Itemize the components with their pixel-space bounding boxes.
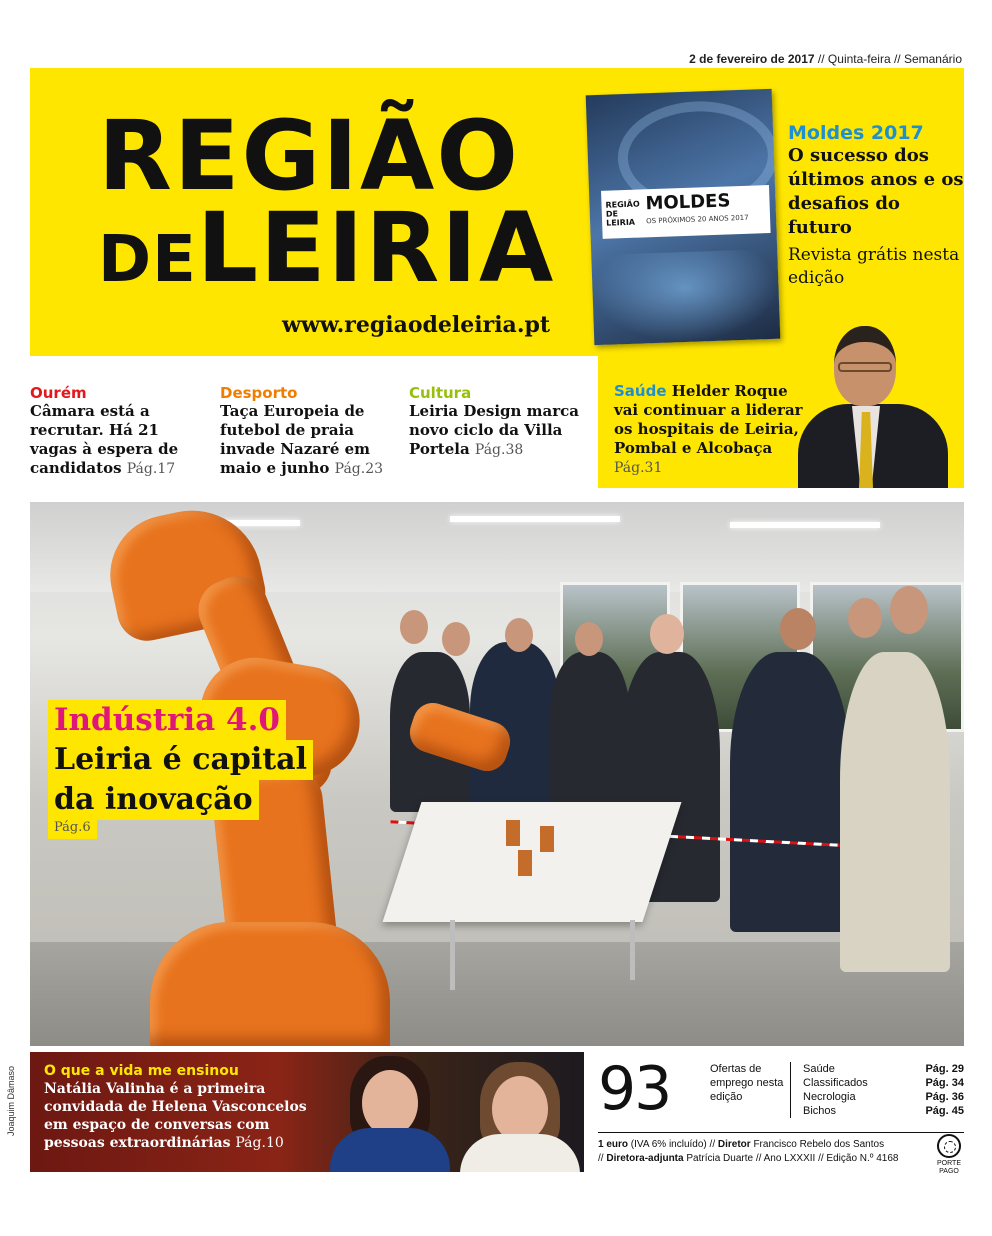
section-name: Saúde [803, 1063, 835, 1075]
portrait-face [492, 1076, 548, 1142]
news-body [220, 402, 396, 479]
portrait-clothes [460, 1134, 580, 1172]
photo-part [540, 826, 554, 852]
section-name: Bichos [803, 1105, 837, 1117]
natalia-valinha-portrait [330, 1056, 450, 1166]
vida-body-wrap [44, 1080, 334, 1152]
price-note: (IVA 6% incluído) // [628, 1139, 718, 1150]
section-page: Pág. 45 [925, 1105, 964, 1117]
news-teaser-cultura[interactable] [409, 384, 579, 460]
saude-teaser[interactable] [598, 356, 964, 488]
photo-credit-text: Joaquim Dâmaso [6, 1065, 16, 1136]
section-page: Pág. 29 [925, 1063, 964, 1075]
section-name: Classificados [803, 1077, 868, 1089]
section-index-row[interactable] [803, 1076, 964, 1090]
dateline [689, 52, 962, 66]
lead-title-line-2: da inovação [48, 780, 259, 820]
news-body [30, 402, 206, 479]
helder-roque-portrait [798, 326, 948, 488]
photo-lamp [450, 516, 620, 522]
page-ref: Pág.23 [334, 461, 384, 477]
section-page: Pág. 36 [925, 1091, 964, 1103]
section-index-row[interactable] [803, 1062, 964, 1076]
logo-word-de: DE [98, 223, 197, 297]
photo-face [505, 618, 533, 652]
magazine-kicker: Moldes 2017 [788, 122, 924, 144]
section-index-row[interactable] [803, 1104, 964, 1118]
photo-face [780, 608, 816, 650]
photo-person [730, 652, 850, 932]
vida-kicker: O que a vida me ensinou [44, 1063, 239, 1079]
cover-logo: REGIÃO DE LEIRIA [605, 199, 640, 228]
cover-glow [591, 249, 780, 345]
vida-teaser[interactable] [30, 1052, 584, 1172]
magazine-subline: Revista grátis nesta edição [788, 245, 960, 288]
news-kicker: Ourém [30, 384, 87, 402]
issue-weekday: // Quinta-feira // Semanário [814, 52, 962, 66]
helena-vasconcelos-portrait [460, 1062, 580, 1172]
photo-face [848, 598, 882, 638]
page-ref: Pág.10 [235, 1135, 284, 1151]
photo-part [506, 820, 520, 846]
page-ref: Pág.17 [126, 461, 176, 477]
imprint [598, 1138, 928, 1166]
job-offers-box[interactable] [598, 1054, 964, 1132]
director-label: Diretor [717, 1139, 751, 1150]
cover-subtitle: OS PRÓXIMOS 20 ANOS 2017 [645, 213, 749, 226]
deputy-label: Diretora-adjunta [606, 1153, 684, 1164]
photo-credit [6, 1046, 20, 1136]
portrait-face [362, 1070, 418, 1136]
director-name: Francisco Rebelo dos Santos [750, 1139, 885, 1150]
photo-face [400, 610, 428, 644]
porte-pago-text: PORTE PAGO [937, 1160, 961, 1175]
job-offers-description: Ofertas de emprego nesta edição [710, 1063, 784, 1103]
postal-seal-icon [937, 1134, 961, 1158]
issue-date: 2 de fevereiro de 2017 [689, 52, 815, 66]
photo-table [383, 802, 682, 922]
portrait-clothes [330, 1128, 450, 1172]
saude-kicker: Saúde [614, 382, 667, 400]
photo-table-leg [630, 920, 635, 980]
page-ref: Pág.31 [614, 460, 663, 476]
logo-line-2 [98, 192, 568, 322]
news-text: Câmara está a recrutar. Há 21 vagas à espera de candidatos [30, 402, 179, 477]
news-teaser-desporto[interactable] [220, 384, 396, 479]
lead-headline[interactable] [48, 700, 313, 839]
photo-face [890, 586, 928, 634]
news-kicker: Cultura [409, 384, 472, 402]
newspaper-logo[interactable] [98, 100, 568, 322]
news-body [409, 402, 579, 460]
photo-person [550, 652, 630, 812]
magazine-headline: O sucesso dos últimos anos e os desafios do futuro [788, 145, 964, 238]
news-kicker: Desporto [220, 384, 298, 402]
section-name: Necrologia [803, 1091, 856, 1103]
job-offers-count: 93 [598, 1054, 671, 1124]
footer-divider [598, 1132, 964, 1133]
section-index [790, 1062, 964, 1118]
photo-face [442, 622, 470, 656]
section-index-row[interactable] [803, 1090, 964, 1104]
photo-face [575, 622, 603, 656]
deputy-info: Patrícia Duarte // Ano LXXXII // Edição N.º 4168 [683, 1153, 899, 1164]
saude-text [614, 382, 804, 478]
photo-table-leg [450, 920, 455, 990]
portrait-glasses [838, 362, 892, 372]
photo-part [518, 850, 532, 876]
cover-title: MOLDES [645, 190, 731, 215]
masthead [30, 68, 964, 356]
lead-kicker: Indústria 4.0 [48, 700, 286, 740]
photo-person [840, 652, 950, 972]
robot-base [150, 922, 390, 1046]
website-url[interactable]: www.regiaodeleiria.pt [282, 312, 551, 338]
lead-title-line-1: Leiria é capital [48, 740, 313, 780]
page-ref: Pág.38 [474, 442, 524, 458]
photo-face [650, 614, 684, 654]
saude-body: Helder Roque vai continuar a liderar os hospitais de Leiria, Pombal e Alcobaça [614, 382, 803, 457]
vida-body: Natália Valinha é a primeira convidada de Helena Vasconcelos em espaço de conversas com pessoas extraordinárias [44, 1081, 307, 1151]
imprint-separator: // [598, 1153, 607, 1164]
magazine-cover[interactable] [586, 89, 781, 345]
vida-text [44, 1062, 334, 1152]
magazine-promo[interactable] [788, 122, 968, 290]
news-text: Taça Europeia de futebol de praia invade Nazaré em maio e junho [220, 402, 371, 477]
photo-lamp [730, 522, 880, 528]
logo-word-regiao: REGIÃO [98, 100, 520, 212]
section-page: Pág. 34 [925, 1077, 964, 1089]
page-ref: Pág.6 [48, 820, 97, 839]
news-text: Leiria Design marca novo ciclo da Villa Portela [409, 402, 579, 458]
price: 1 euro [598, 1139, 629, 1150]
news-teaser-ourem[interactable] [30, 384, 206, 479]
logo-word-leiria: LEIRIA [196, 192, 556, 304]
porte-pago-stamp [934, 1134, 964, 1176]
